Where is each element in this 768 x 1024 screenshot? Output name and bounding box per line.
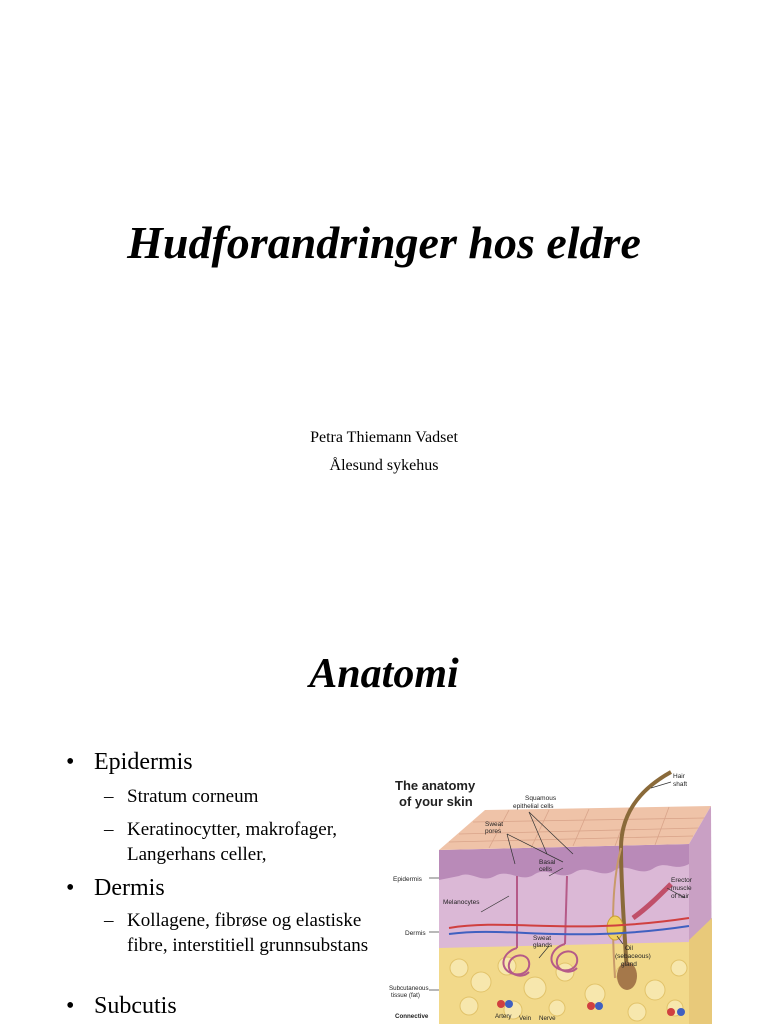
figure-label: of hair — [671, 893, 690, 900]
figure-label: (sebaceous) — [615, 953, 651, 960]
skin-anatomy-figure — [389, 768, 712, 1024]
figure-label: epithelial cells — [513, 803, 554, 810]
dash-icon: – — [104, 819, 114, 840]
figure-label: Sweat — [533, 935, 552, 942]
figure-label: Artery — [495, 1013, 512, 1020]
figure-label: Sweat — [485, 821, 504, 828]
bullet-dot-icon: • — [66, 993, 75, 1019]
figure-label: glands — [533, 942, 553, 949]
figure-label: Nerve — [539, 1015, 556, 1022]
dash-icon: – — [104, 910, 114, 931]
figure-label: Melanocytes — [443, 899, 480, 906]
figure-label: gland — [621, 961, 637, 968]
figure-label: pores — [485, 828, 502, 835]
figure-label: Erector — [671, 877, 692, 884]
figure-label: muscle — [671, 885, 692, 892]
bullet-label: Dermis — [94, 875, 165, 901]
figure-label: Squamous — [525, 795, 557, 802]
bullet-label: Epidermis — [94, 749, 193, 775]
bullet-dot-icon: • — [66, 875, 75, 901]
author-affiliation: Ålesund sykehus — [329, 457, 439, 474]
figure-label: Epidermis — [393, 876, 422, 883]
figure-label: Basal — [539, 859, 556, 866]
dash-icon: – — [104, 786, 114, 807]
figure-label: cells — [539, 866, 553, 873]
bullet-label: Subcutis — [94, 993, 177, 1019]
figure-label: tissue (fat) — [391, 992, 420, 999]
figure-label: Vein — [519, 1015, 532, 1022]
slide-title: Anatomi — [309, 651, 459, 697]
figure-heading: of your skin — [399, 794, 473, 809]
sub-bullet-label: Stratum corneum — [127, 786, 259, 807]
figure-label: Oil — [625, 945, 633, 952]
figure-label: shaft — [673, 781, 688, 788]
figure-label: Connective — [395, 1013, 429, 1020]
figure-label: Dermis — [405, 930, 426, 937]
bullet-dot-icon: • — [66, 749, 75, 775]
figure-heading: The anatomy — [395, 778, 476, 793]
slide-title: Hudforandringer hos eldre — [127, 217, 641, 268]
figure-label: Subcutaneous — [389, 985, 429, 992]
bullet-list — [0, 590, 380, 1024]
sub-bullet-label: Keratinocytter, makrofager, Langerhans celler, — [127, 819, 338, 865]
author-name: Petra Thiemann Vadset — [310, 429, 458, 446]
anatomy-slide — [0, 590, 768, 1024]
figure-label: Hair — [673, 773, 685, 780]
sub-bullet-label: Kollagene, fibrøse og elastiske fibre, interstitiell grunnsubstans — [127, 910, 369, 956]
